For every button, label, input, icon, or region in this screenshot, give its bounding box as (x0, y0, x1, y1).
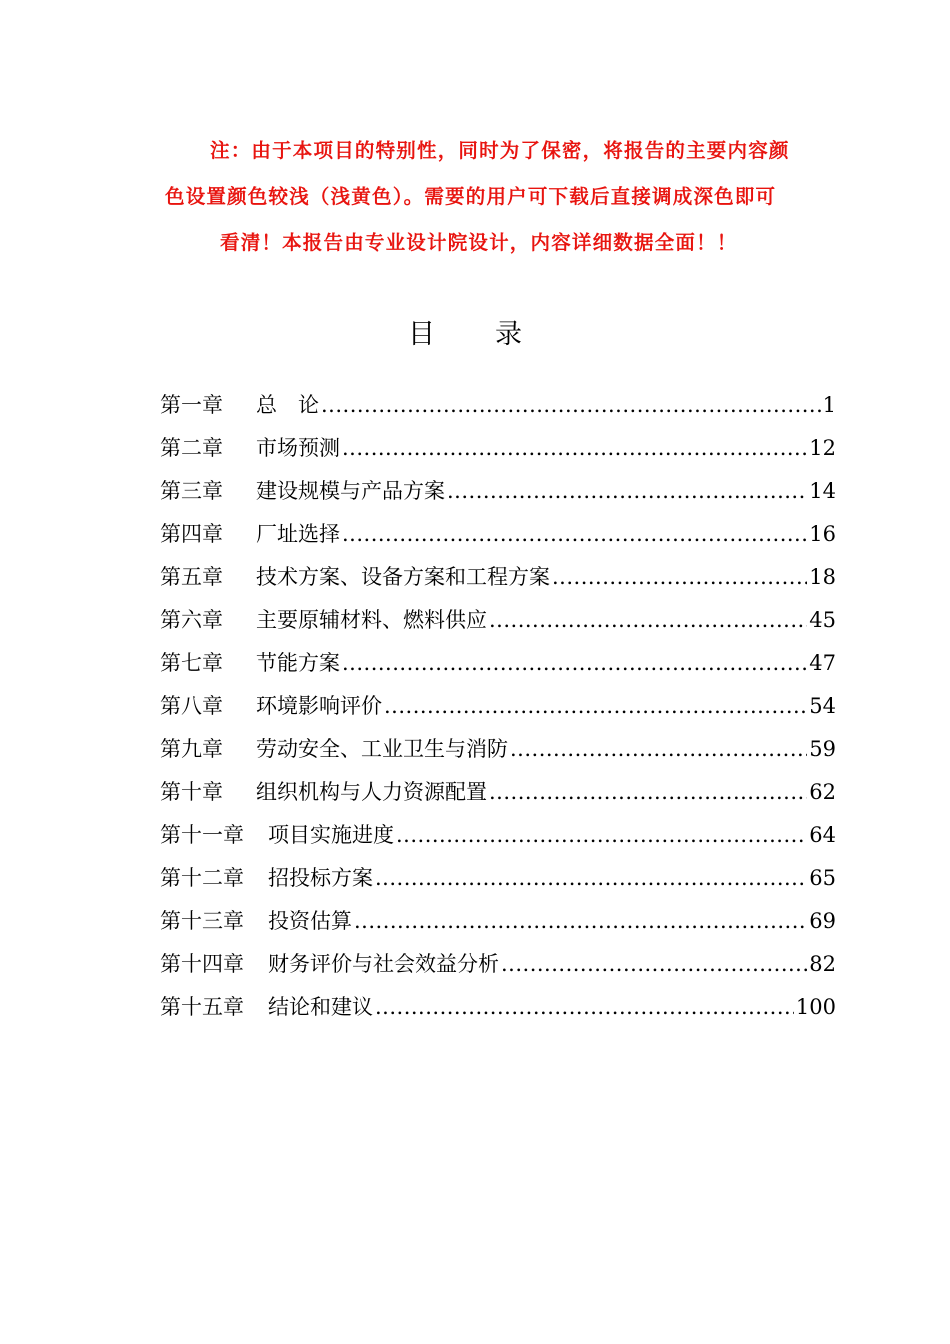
toc-entry-8[interactable] (160, 690, 836, 733)
toc-label: 节能方案 (256, 651, 340, 675)
toc-leader-dots (342, 522, 807, 546)
notice-line-3: 看清！本报告由专业设计院设计，内容详细数据全面！！ (220, 231, 738, 254)
toc-chapter: 第十五章 (160, 995, 244, 1019)
toc-entry-11[interactable] (160, 819, 836, 862)
toc-entry-7[interactable] (160, 647, 836, 690)
toc-label: 项目实施进度 (268, 823, 394, 847)
toc-entry-3[interactable] (160, 475, 836, 518)
toc-page-number: 14 (809, 479, 836, 503)
table-of-contents (160, 389, 836, 1034)
toc-page-number: 65 (809, 866, 836, 890)
notice-line-2: 色设置颜色较浅（浅黄色）。需要的用户可下载后直接调成深色即可 (165, 185, 777, 208)
toc-label: 环境影响评价 (256, 694, 382, 718)
toc-chapter: 第三章 (160, 479, 223, 503)
toc-leader-dots (342, 436, 807, 460)
toc-title: 目录 (408, 319, 582, 350)
toc-leader-dots (375, 995, 794, 1019)
toc-chapter: 第十三章 (160, 909, 244, 933)
toc-page-number: 54 (809, 694, 836, 718)
toc-chapter: 第五章 (160, 565, 223, 589)
toc-label: 市场预测 (256, 436, 340, 460)
toc-page-number: 45 (809, 608, 836, 632)
toc-chapter: 第四章 (160, 522, 223, 546)
toc-page-number: 59 (809, 737, 836, 761)
toc-label: 技术方案、设备方案和工程方案 (256, 565, 550, 589)
toc-entry-15[interactable] (160, 991, 836, 1034)
toc-page-number: 62 (809, 780, 836, 804)
toc-page-number: 100 (795, 995, 836, 1019)
toc-label: 招投标方案 (268, 866, 373, 890)
toc-label: 总 论 (256, 393, 319, 417)
toc-chapter: 第二章 (160, 436, 223, 460)
confidentiality-notice (160, 128, 836, 266)
toc-page-number: 1 (822, 393, 836, 417)
toc-entry-14[interactable] (160, 948, 836, 991)
toc-leader-dots (510, 737, 807, 761)
toc-label: 劳动安全、工业卫生与消防 (256, 737, 508, 761)
toc-leader-dots (321, 393, 821, 417)
toc-chapter: 第六章 (160, 608, 223, 632)
toc-leader-dots (489, 780, 807, 804)
toc-chapter: 第七章 (160, 651, 223, 675)
toc-entry-2[interactable] (160, 432, 836, 475)
toc-page-number: 82 (809, 952, 836, 976)
toc-entry-1[interactable] (160, 389, 836, 432)
toc-page-number: 18 (809, 565, 836, 589)
toc-leader-dots (552, 565, 807, 589)
toc-entry-4[interactable] (160, 518, 836, 561)
toc-chapter: 第十二章 (160, 866, 244, 890)
toc-leader-dots (342, 651, 807, 675)
toc-leader-dots (501, 952, 807, 976)
toc-leader-dots (447, 479, 807, 503)
toc-label: 组织机构与人力资源配置 (256, 780, 487, 804)
toc-entry-9[interactable] (160, 733, 836, 776)
toc-label: 建设规模与产品方案 (256, 479, 445, 503)
toc-leader-dots (375, 866, 807, 890)
toc-page-number: 16 (809, 522, 836, 546)
toc-entry-5[interactable] (160, 561, 836, 604)
toc-chapter: 第十章 (160, 780, 223, 804)
toc-entry-13[interactable] (160, 905, 836, 948)
toc-entry-12[interactable] (160, 862, 836, 905)
toc-leader-dots (384, 694, 807, 718)
toc-page-number: 69 (809, 909, 836, 933)
toc-entry-10[interactable] (160, 776, 836, 819)
toc-page-number: 12 (809, 436, 836, 460)
toc-entry-6[interactable] (160, 604, 836, 647)
toc-page-number: 47 (809, 651, 836, 675)
toc-chapter: 第十四章 (160, 952, 244, 976)
toc-label: 投资估算 (268, 909, 352, 933)
toc-leader-dots (354, 909, 807, 933)
toc-label: 厂址选择 (256, 522, 340, 546)
toc-chapter: 第八章 (160, 694, 223, 718)
toc-leader-dots (396, 823, 807, 847)
toc-label: 主要原辅材料、燃料供应 (256, 608, 487, 632)
toc-chapter: 第九章 (160, 737, 223, 761)
toc-label: 结论和建议 (268, 995, 373, 1019)
toc-label: 财务评价与社会效益分析 (268, 952, 499, 976)
notice-line-1: 注：由于本项目的特别性，同时为了保密，将报告的主要内容颜 (210, 139, 790, 162)
toc-chapter: 第一章 (160, 393, 223, 417)
toc-leader-dots (489, 608, 807, 632)
toc-chapter: 第十一章 (160, 823, 244, 847)
toc-page-number: 64 (809, 823, 836, 847)
